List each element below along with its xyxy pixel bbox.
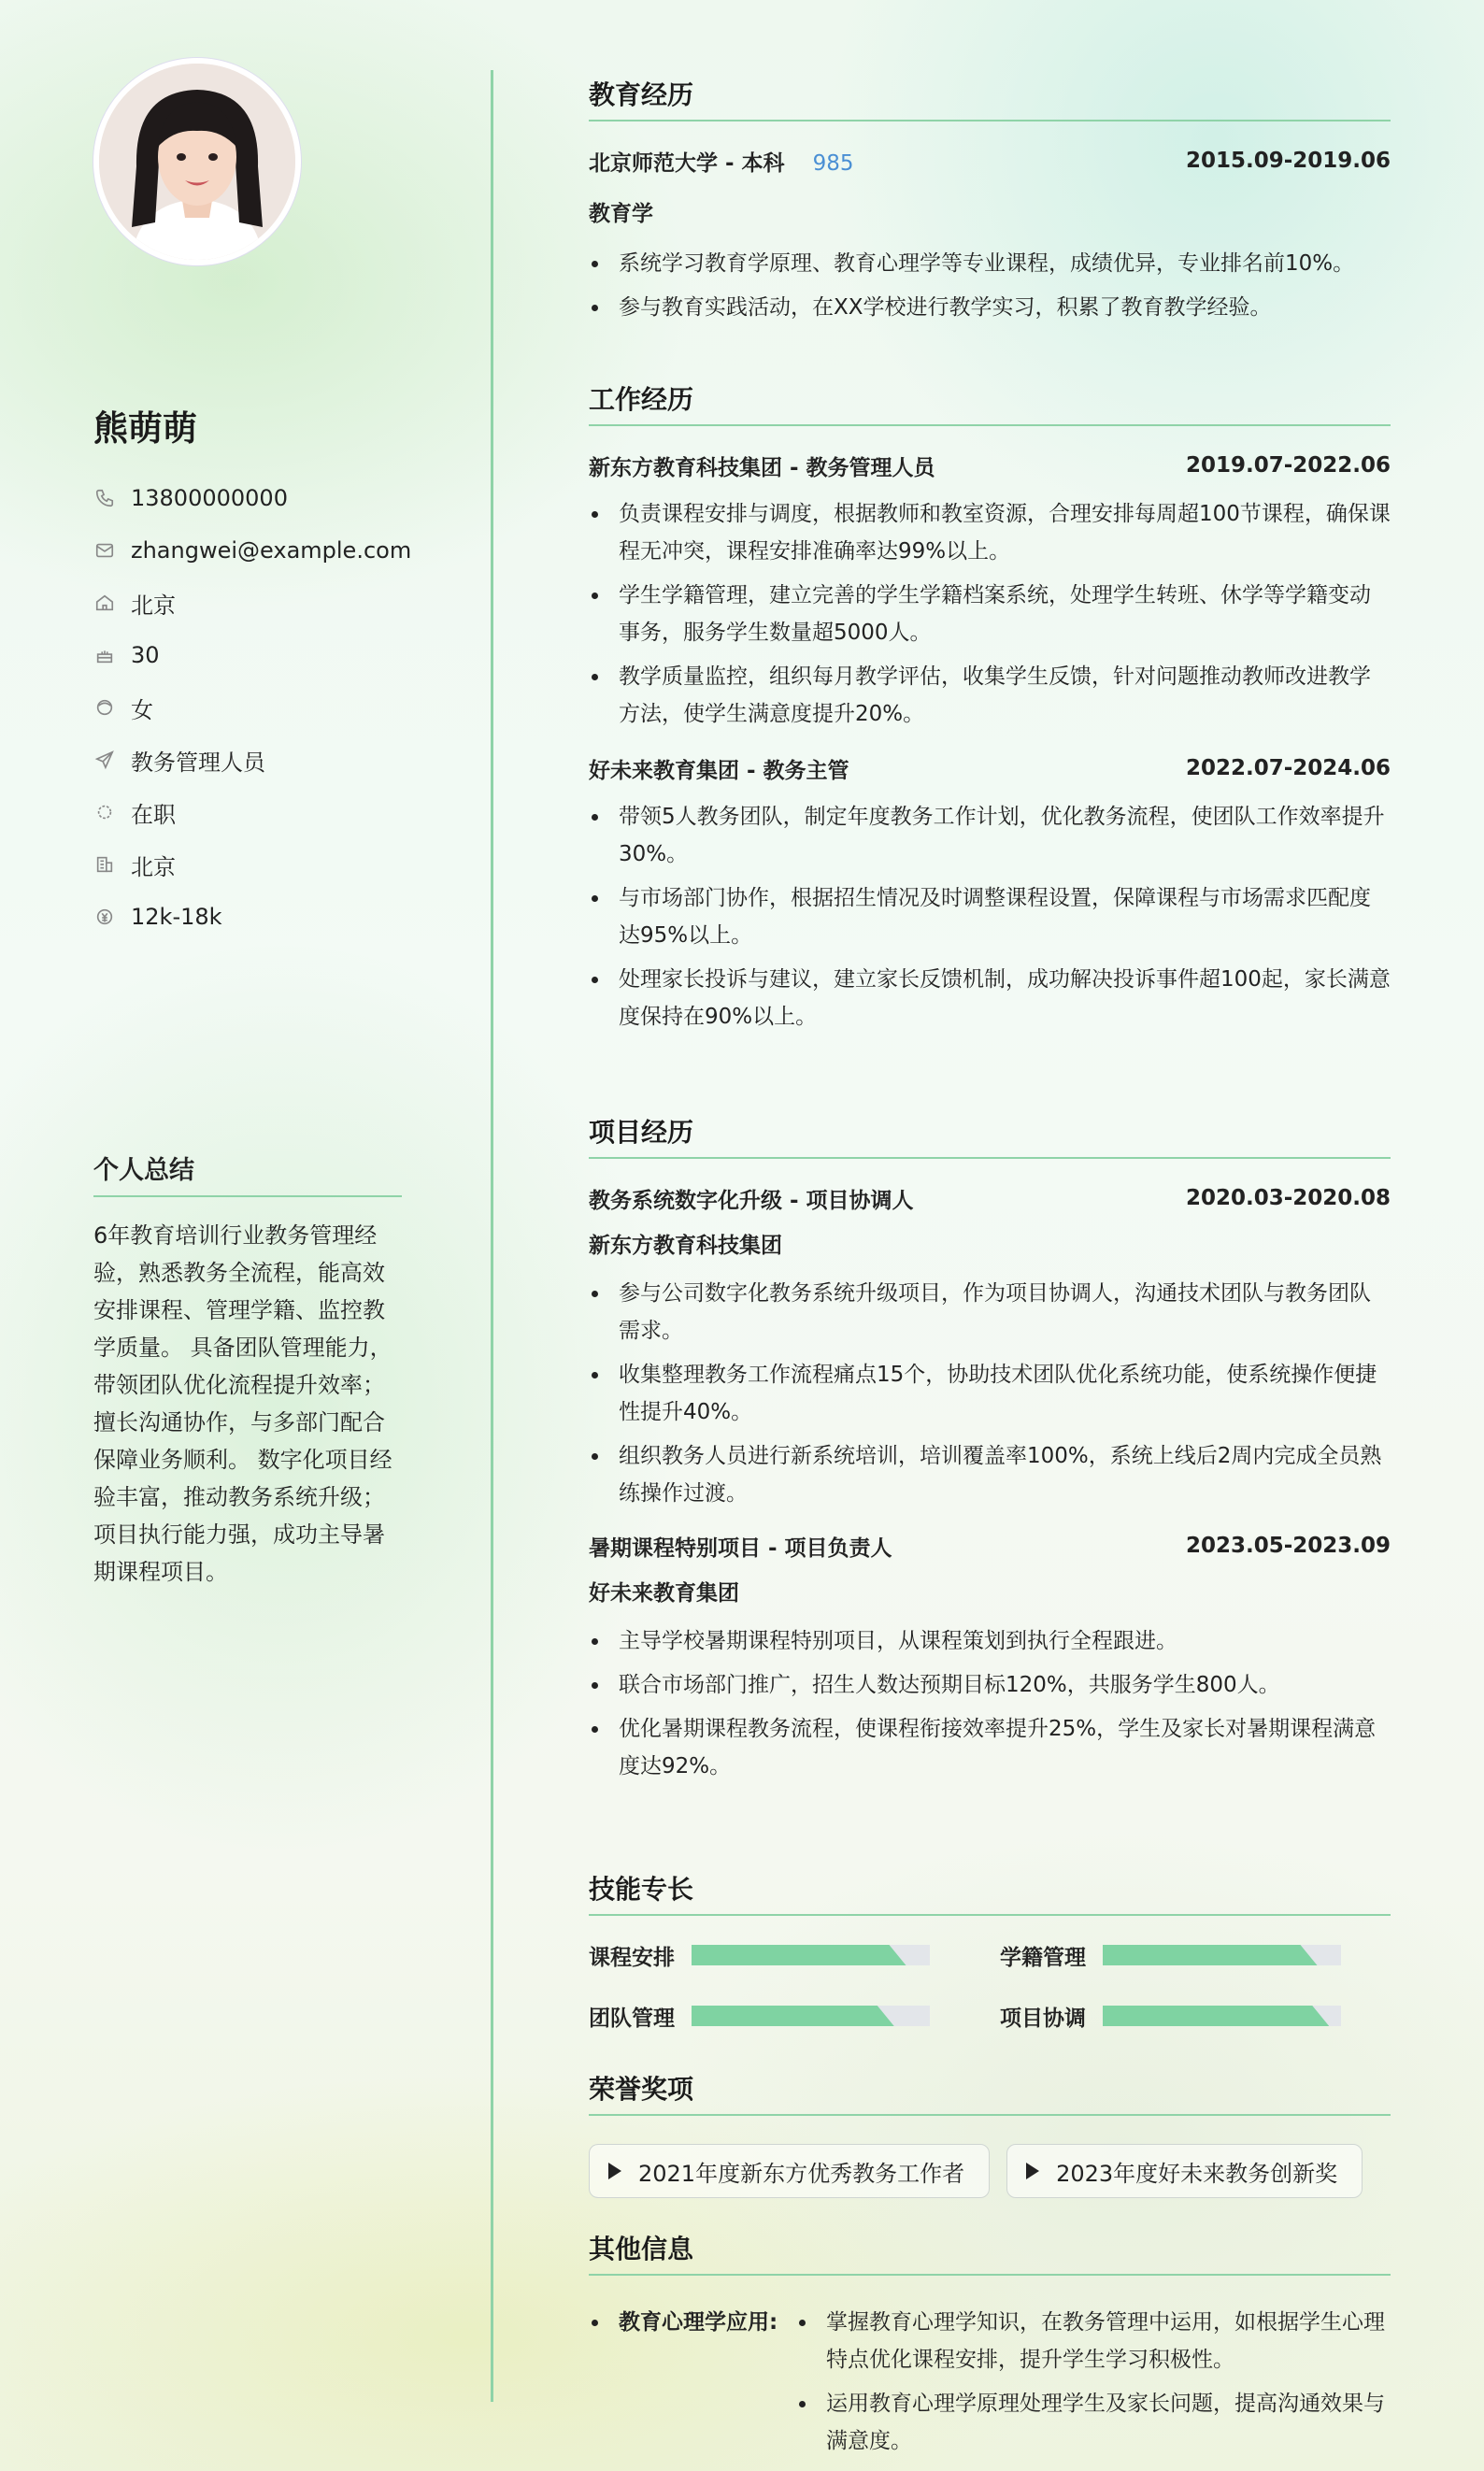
skills-section [589, 1869, 1391, 2029]
avatar [93, 58, 301, 265]
project-org: 新东方教育科技集团 [589, 1233, 782, 1258]
phone-icon [93, 487, 116, 509]
info-status [93, 786, 411, 838]
info-text: 12k-18k [131, 904, 222, 930]
summary-title: 个人总结 [93, 1150, 402, 1197]
education-date: 2015.09-2019.06 [1185, 149, 1391, 173]
school-name: 北京师范大学 - 本科 [589, 150, 785, 176]
list-item: 带领5人教务团队，制定年度教务工作计划，优化教务流程，使团队工作效率提升30%。 [589, 798, 1391, 873]
list-item: 与市场部门协作，根据招生情况及时调整课程设置，保障课程与市场需求匹配度达95%以上。 [589, 879, 1391, 954]
skill-bar-fill [1103, 2006, 1329, 2026]
skill-bar [692, 2006, 930, 2026]
info-text: 女 [131, 696, 153, 723]
education-section [589, 75, 1391, 333]
list-item: 参与公司数字化教务系统升级项目，作为项目协调人，沟通技术团队与教务团队需求。 [589, 1275, 1391, 1350]
project-title: 暑期课程特别项目 - 项目负责人 [589, 1535, 892, 1561]
candidate-name: 熊萌萌 [93, 408, 197, 449]
info-email [93, 524, 411, 577]
honors-section [589, 2069, 1391, 2198]
work-section [589, 379, 1391, 1042]
project-bullets [589, 1622, 1391, 1785]
home-icon [93, 592, 116, 614]
skill-item [589, 1942, 1000, 1968]
info-phone [93, 472, 411, 524]
section-title: 荣誉奖项 [589, 2069, 1391, 2116]
section-title: 教育经历 [589, 75, 1391, 121]
skill-bar [1103, 1945, 1341, 1965]
skill-item [1000, 2003, 1391, 2029]
skill-label: 课程安排 [589, 1945, 675, 1970]
other-bullets [796, 2304, 1391, 2466]
send-icon [93, 749, 116, 771]
project-head [589, 1527, 1391, 1564]
job-title: 好未来教育集团 - 教务主管 [589, 758, 849, 783]
skill-bar-fill [692, 1945, 906, 1965]
awards-list [589, 2144, 1391, 2198]
skill-item [589, 2003, 1000, 2029]
info-text: 13800000000 [131, 485, 288, 511]
award-tag[interactable] [589, 2144, 990, 2198]
job-head [589, 750, 1391, 787]
info-position [93, 734, 411, 786]
list-item: 主导学校暑期课程特别项目，从课程策划到执行全程跟进。 [589, 1622, 1391, 1660]
avatar-portrait [99, 64, 295, 260]
list-item: 学生学籍管理，建立完善的学生学籍档案系统，处理学生转班、休学等学籍变动事务，服务学生数量超5000人。 [589, 577, 1391, 651]
project-date: 2020.03-2020.08 [1185, 1186, 1391, 1210]
job-head [589, 447, 1391, 484]
summary-text: 6年教育培训行业教务管理经验，熟悉教务全流程，能高效安排课程、管理学籍、监控教学质量。 具备团队管理能力，带领团队优化流程提升效率；擅长沟通协作，与多部门配合保障业务顺利。 数字化项目经验丰富，推动教务系统升级；项目执行能力强，成功主导暑期课程项目。 [93, 1222, 392, 1585]
skill-label: 项目协调 [1000, 2006, 1086, 2031]
skill-bar [692, 1945, 930, 1965]
job-date: 2019.07-2022.06 [1185, 453, 1391, 478]
project-title: 教务系统数字化升级 - 项目协调人 [589, 1188, 914, 1213]
skill-label: 团队管理 [589, 2006, 675, 2031]
section-title: 其他信息 [589, 2229, 1391, 2276]
award-tag[interactable] [1006, 2144, 1363, 2198]
other-key: 教育心理学应用: [589, 2304, 796, 2466]
list-item: 参与教育实践活动，在XX学校进行教学实习，积累了教育教学经验。 [589, 289, 1391, 326]
info-text: 教务管理人员 [131, 749, 265, 776]
project-org: 好未来教育集团 [589, 1580, 739, 1606]
salary-icon [93, 906, 116, 928]
job-bullets [589, 798, 1391, 1036]
skill-bar-fill [692, 2006, 894, 2026]
info-age [93, 629, 411, 681]
skills-grid [589, 1942, 1391, 2029]
info-text: 北京 [131, 853, 176, 880]
info-gender [93, 681, 411, 734]
job-bullets [589, 495, 1391, 733]
project-bullets [589, 1275, 1391, 1512]
info-text: zhangwei@example.com [131, 537, 412, 564]
education-bullets [589, 245, 1391, 326]
list-item: 处理家长投诉与建议，建立家长反馈机制，成功解决投诉事件超100起，家长满意度保持在90%以上。 [589, 961, 1391, 1036]
mail-icon [93, 539, 116, 562]
skill-item [1000, 1942, 1391, 1968]
list-item: 负责课程安排与调度，根据教师和教室资源，合理安排每周超100节课程，确保课程无冲突，课程安排准确率达99%以上。 [589, 495, 1391, 570]
gender-icon [93, 696, 116, 719]
cake-icon [93, 644, 116, 666]
projects-section [589, 1112, 1391, 1792]
info-text: 在职 [131, 801, 176, 828]
other-info [589, 2304, 1391, 2466]
education-major: 教育学 [589, 201, 653, 226]
list-item: 收集整理教务工作流程痛点15个，协助技术团队优化系统功能，使系统操作便捷性提升40%。 [589, 1356, 1391, 1431]
section-title: 工作经历 [589, 379, 1391, 426]
building-icon [93, 853, 116, 876]
list-item: 组织教务人员进行新系统培训，培训覆盖率100%，系统上线后2周内完成全员熟练操作过渡。 [589, 1437, 1391, 1512]
job-date: 2022.07-2024.06 [1185, 756, 1391, 780]
list-item: 教学质量监控，组织每月教学评估，收集学生反馈，针对问题推动教师改进教学方法，使学生满意度提升20%。 [589, 658, 1391, 733]
info-location [93, 577, 411, 629]
project-head [589, 1179, 1391, 1217]
education-head [589, 142, 1391, 179]
list-item: 掌握教育心理学知识，在教务管理中运用，如根据学生心理特点优化课程安排，提升学生学习积极性。 [796, 2304, 1391, 2378]
contact-info-list [93, 472, 411, 943]
project-date: 2023.05-2023.09 [1185, 1534, 1391, 1558]
other-section [589, 2229, 1391, 2466]
skill-label: 学籍管理 [1000, 1945, 1086, 1970]
list-item: 运用教育心理学原理处理学生及家长问题，提高沟通效果与满意度。 [796, 2385, 1391, 2460]
info-city [93, 838, 411, 891]
section-title: 技能专长 [589, 1869, 1391, 1916]
section-title: 项目经历 [589, 1112, 1391, 1159]
job-title: 新东方教育科技集团 - 教务管理人员 [589, 455, 935, 480]
play-icon [1026, 2163, 1039, 2179]
list-item: 优化暑期课程教务流程，使课程衔接效率提升25%，学生及家长对暑期课程满意度达92%。 [589, 1710, 1391, 1785]
skill-bar-fill [1103, 1945, 1318, 1965]
list-item: 系统学习教育学原理、教育心理学等专业课程，成绩优异，专业排名前10%。 [589, 245, 1391, 282]
info-salary [93, 891, 411, 943]
school-badge: 985 [812, 150, 854, 176]
play-icon [608, 2163, 621, 2179]
info-text: 北京 [131, 592, 176, 619]
list-item: 联合市场部门推广，招生人数达预期目标120%，共服务学生800人。 [589, 1666, 1391, 1704]
award-label: 2021年度新东方优秀教务工作者 [638, 2160, 965, 2187]
column-divider [491, 70, 493, 2402]
info-text: 30 [131, 642, 160, 668]
status-icon [93, 801, 116, 823]
award-label: 2023年度好未来教务创新奖 [1056, 2160, 1338, 2187]
skill-bar [1103, 2006, 1341, 2026]
